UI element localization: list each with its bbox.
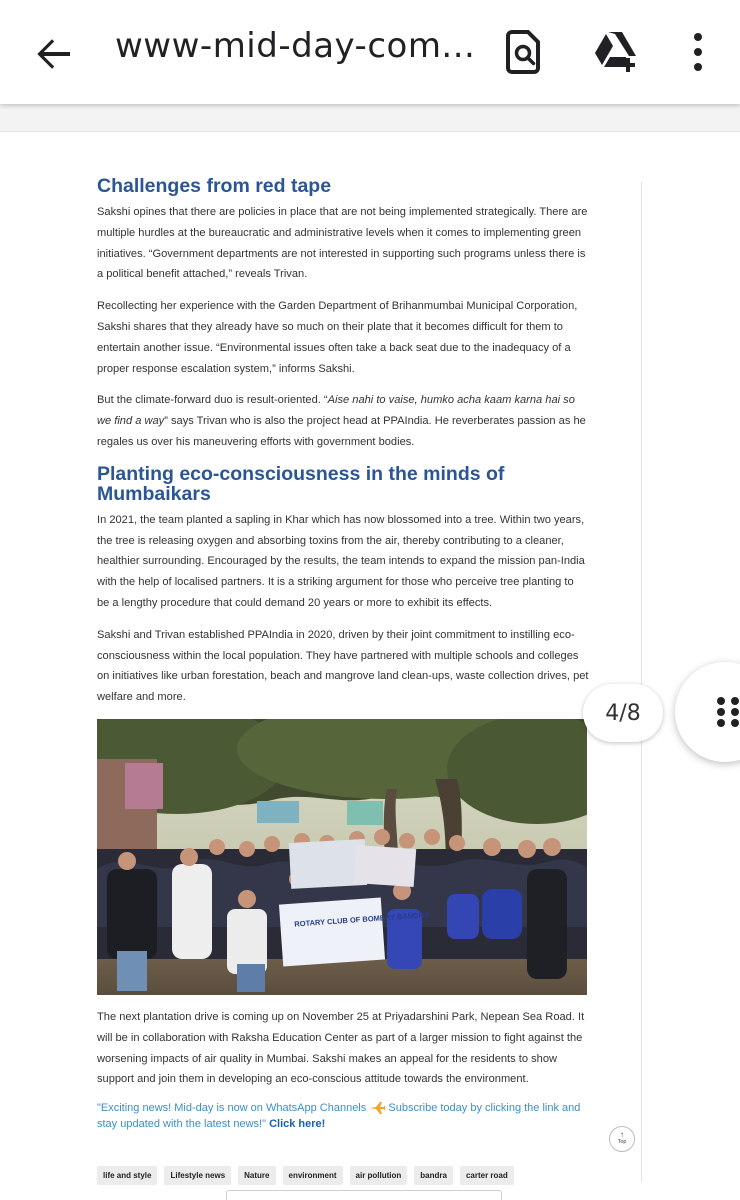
tag-chip[interactable]: bandra (414, 1166, 453, 1185)
arrow-up-icon: ↑ (620, 1130, 624, 1139)
more-vert-icon[interactable] (672, 26, 724, 78)
group-photo (97, 719, 587, 995)
page-title: www-mid-day-com... (115, 26, 476, 66)
banner-text: ROTARY CLUB OF BOMBAY BANDRA (294, 910, 430, 929)
tag-chip[interactable]: Lifestyle news (164, 1166, 231, 1185)
paragraph: Recollecting her experience with the Garden Department of Brihanmumbai Municipal Corporation, Sakshi shares that they already have so much on their plate that it becomes difficult for them to entertain another issue. “Environmental issues often take a back seat due to the inadequacy of a proper response escalation system,” informs Sakshi. (97, 300, 578, 375)
back-arrow-icon[interactable] (30, 30, 78, 78)
scroll-top-button[interactable] (609, 1126, 635, 1152)
paragraph: Sakshi opines that there are policies in place that are not being implemented strategically. There are multiple hurdles at the bureaucratic and administrative levels when it comes to implementing green initiatives. “Government departments are not interested in supporting such programs unless there is a political benefit attached,” reveals Trivan. (97, 206, 588, 281)
page-indicator: 4/8 (583, 684, 663, 742)
tag-chip[interactable]: environment (283, 1166, 343, 1185)
tag-chip[interactable]: life and style (97, 1166, 157, 1185)
article-content (97, 176, 589, 1132)
app-bar (0, 0, 740, 104)
text-span: But the climate-forward duo is result-oriented. “ (97, 394, 328, 407)
promo-text: "Exciting news! Mid-day is now on WhatsApp Channels (97, 1102, 367, 1115)
page-edge (641, 182, 642, 1182)
tag-chip[interactable]: Nature (238, 1166, 275, 1185)
drive-add-icon[interactable] (590, 26, 642, 78)
section-heading-eco: Planting eco-consciousness in the minds of Mumbaikars (97, 462, 505, 505)
grid-menu-button[interactable] (675, 662, 740, 762)
grid-dots-icon (715, 696, 740, 728)
promo-text: Subscribe today by clicking the link and stay updated with the latest news!" (97, 1102, 581, 1130)
whatsapp-promo (97, 1101, 589, 1132)
cut-off-button[interactable] (226, 1190, 502, 1200)
toolbar-strip (0, 104, 740, 132)
search-document-icon[interactable] (498, 26, 550, 78)
paragraph: Sakshi and Trivan established PPAIndia in 2020, driven by their joint commitment to instilling eco-consciousness within the local population. They have partnered with multiple schools and colleges on initiatives like urban forestation, beach and mangrove land clean-ups, waste collection drives, pet welfare and more. (97, 628, 589, 704)
click-here-link[interactable]: Click here! (269, 1117, 326, 1130)
tag-chip[interactable]: air pollution (350, 1166, 408, 1185)
tag-chip[interactable]: carter road (460, 1166, 514, 1185)
paragraph (97, 390, 589, 452)
airplane-icon (369, 1102, 385, 1114)
italic-quote: Aise nahi to vaise, humko acha kaam karna hai so we find a way (97, 394, 575, 428)
paragraph: In 2021, the team planted a sapling in Khar which has now blossomed into a tree. Within two years, the tree is releasing oxygen and absorbing toxins from the air, thereby contributing to a cleaner, healthier surrounding. Encouraged by the results, the team intends to expand the mission pan-India with the help of localised partners. It is a striking argument for those who perceive tree planting to be a lengthy procedure that could demand 20 years or more to exhibit its effects. (97, 513, 585, 609)
top-label: Top (617, 1139, 627, 1145)
text-span: ” says Trivan who is also the project head at PPAIndia. He reverberates passion as he regales us over his maneuvering efforts with government bodies. (97, 415, 586, 448)
tag-list (97, 1166, 514, 1185)
section-heading-red-tape: Challenges from red tape (97, 175, 332, 197)
paragraph: The next plantation drive is coming up on November 25 at Priyadarshini Park, Nepean Sea Road. It will be in collaboration with Raksha Education Center as part of a larger mission to fight against the worsening impacts of air quality in Mumbai. Sakshi makes an appeal for the residents to show support and join them in developing an eco-conscious attitude towards the environment. (97, 1010, 585, 1086)
